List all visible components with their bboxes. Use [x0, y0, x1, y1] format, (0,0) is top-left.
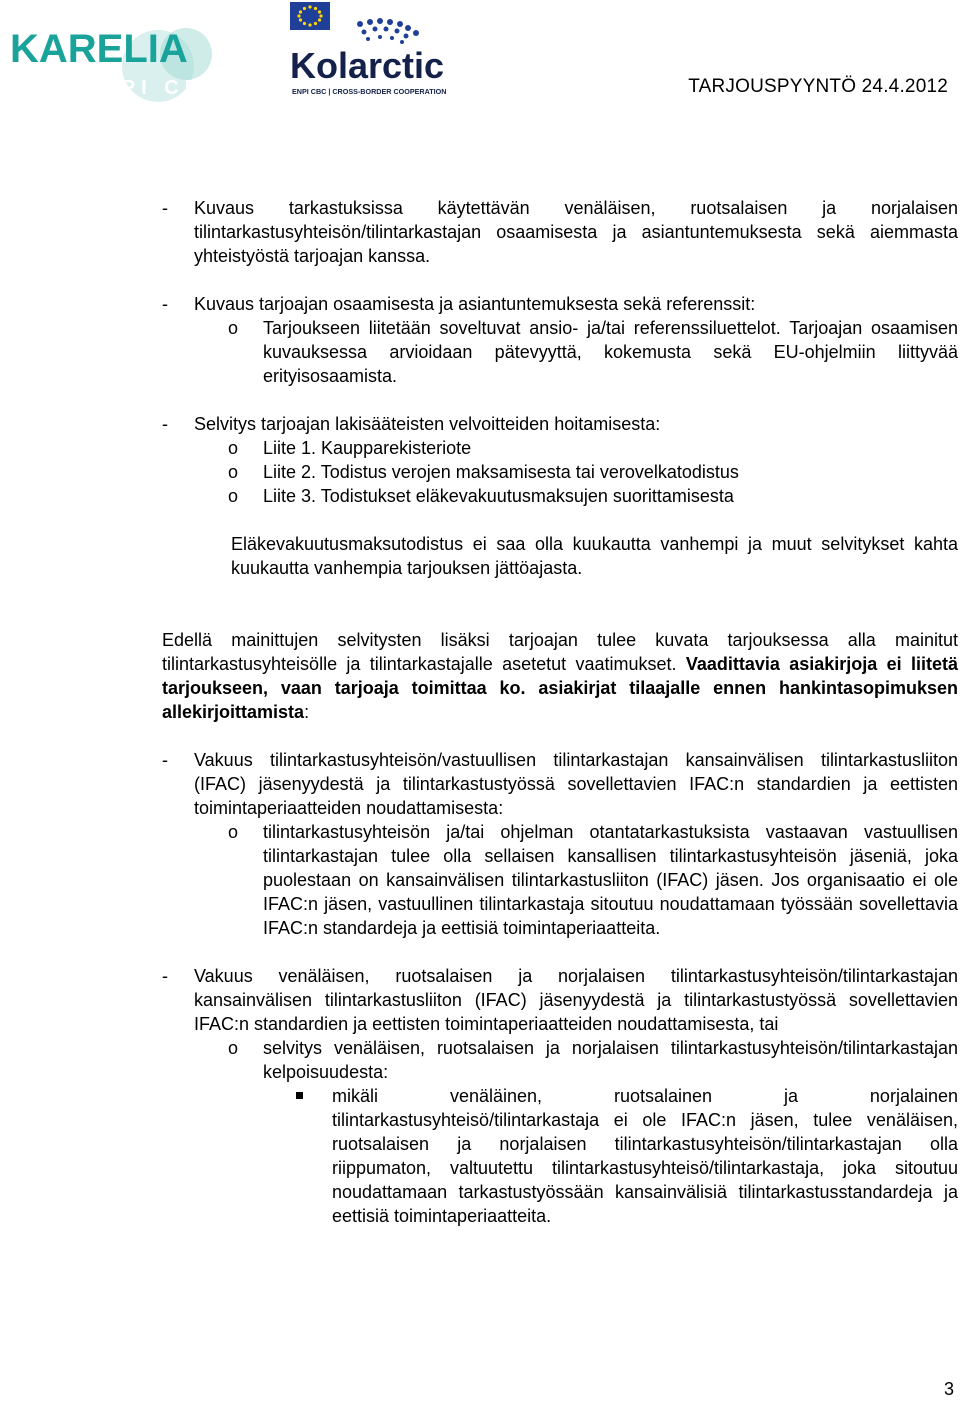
list-item	[162, 196, 958, 268]
circle-marker: o	[228, 822, 239, 842]
pension-note-paragraph: Eläkevakuutusmaksutodistus ei saa olla kuukautta vanhempi ja muut selvitykset kahta kuukautta vanhempia tarjouksen jättöajasta.	[231, 534, 958, 578]
dash-marker: -	[162, 294, 168, 314]
page-number: 3	[943, 1379, 954, 1399]
requirements-text: Edellä mainittujen selvitysten lisäksi tarjoajan tulee kuvata tarjouksessa alla mainitut tilintarkastusyhteisölle ja tilintarkastajalle asetetut vaatimukset.	[162, 630, 958, 674]
paragraph: Tarjoukseen liitetään soveltuvat ansio- ja/tai referenssiluettelot. Tarjoajan osaamisen kuvauksessa arvioidaan pätevyyttä, kokemusta sekä EU-ohjelmiin liittyvää erityisosaamista.	[263, 318, 958, 386]
sub-list-item	[162, 316, 958, 388]
karelia-logo-subtext: ENPI CBC	[82, 77, 223, 99]
sub-list-item	[162, 820, 958, 940]
requirements-paragraph	[162, 628, 958, 724]
list-item	[162, 412, 958, 436]
sub-list-item	[162, 484, 958, 508]
sub-list-item	[162, 1036, 958, 1084]
circle-marker: o	[228, 462, 239, 482]
sub-sub-list-item	[162, 1084, 958, 1228]
dash-marker: -	[162, 966, 168, 986]
circle-marker: o	[228, 318, 239, 338]
paragraph: Kuvaus tarjoajan osaamisesta ja asiantuntemuksesta sekä referenssit:	[194, 294, 756, 314]
kolarctic-logo	[288, 2, 478, 98]
paragraph: Vakuus tilintarkastusyhteisön/vastuullisen tilintarkastajan kansainvälisen tilintarkastusliiton (IFAC) jäsenyydestä ja tilintarkastustyössä sovellettavien IFAC:n standardien ja eettisten toimintaperiaatteiden noudattamisesta:	[194, 750, 958, 818]
document-header-title: TARJOUSPYYNTÖ 24.4.2012	[688, 76, 948, 97]
circle-marker: o	[228, 486, 239, 506]
karelia-enpi-cbc-logo	[8, 18, 223, 108]
list-item	[162, 748, 958, 820]
paragraph: Vakuus venäläisen, ruotsalaisen ja norjalaisen tilintarkastusyhteisön/tilintarkastajan kansainvälisen tilintarkastusliiton (IFAC) jäsenyydestä ja tilintarkastustyössä sovellettavien IFAC:n standardien ja eettisten toimintaperiaatteiden noudattamisesta, tai	[194, 966, 958, 1034]
paragraph: Selvitys tarjoajan lakisääteisten velvoitteiden hoitamisesta:	[194, 414, 661, 434]
attachment-item: Liite 3. Todistukset eläkevakuutusmaksujen suorittamisesta	[263, 486, 734, 506]
dash-marker: -	[162, 198, 168, 218]
kolarctic-logo-subtext: ENPI CBC | CROSS-BORDER COOPERATION	[292, 87, 447, 96]
list-item	[162, 292, 958, 316]
karelia-logo-text: KARELIA	[10, 27, 188, 71]
paragraph: selvitys venäläisen, ruotsalaisen ja norjalaisen tilintarkastusyhteisön/tilintarkastajan kelpoisuudesta:	[263, 1038, 958, 1082]
paragraph: mikäli venäläinen, ruotsalainen ja norjalainen tilintarkastusyhteisö/tilintarkastaja ei ole IFAC:n jäsen, tulee venäläisen, ruotsalaisen ja norjalaisen tilintarkastusyhteisön/tilintarkastajan olla riippumaton, valtuutettu tilintarkastusyhteisö/tilintarkastaja, joka sitoutuu noudattamaan tarkastustyössään kansainvälisiä tilintarkastusstandardeja ja eettisiä toimintaperiaatteita.	[332, 1086, 958, 1226]
list-item	[162, 964, 958, 1036]
circle-marker: o	[228, 438, 239, 458]
circle-marker: o	[228, 1038, 239, 1058]
square-bullet-icon	[296, 1092, 303, 1099]
attachment-item: Liite 1. Kaupparekisteriote	[263, 438, 472, 458]
sub-list-item	[162, 460, 958, 484]
kolarctic-logo-text: Kolarctic	[290, 45, 445, 86]
requirements-colon: :	[304, 702, 310, 722]
requirements-bold-text: Vaadittavia asiakirjoja ei liitetä tarjoukseen, vaan tarjoaja toimittaa ko. asiakirjat tilaajalle ennen hankintasopimuksen allekirjoittamista	[162, 654, 958, 722]
sub-list-item	[162, 436, 958, 460]
paragraph: Kuvaus tarkastuksissa käytettävän venäläisen, ruotsalaisen ja norjalaisen tilintarkastusyhteisön/tilintarkastajan osaamisesta ja asiantuntemuksesta sekä aiemmasta yhteistyöstä tarjoajan kanssa.	[194, 198, 958, 266]
attachment-item: Liite 2. Todistus verojen maksamisesta tai verovelkatodistus	[263, 462, 739, 482]
document-body	[162, 196, 958, 1228]
paragraph: tilintarkastusyhteisön ja/tai ohjelman otantatarkastuksista vastaavan vastuullisen tilintarkastajan tulee olla sellaisen kansallisen tilintarkastusyhteisön jäseniä, joka puolestaan on kansainvälisen tilintarkastusliiton (IFAC) jäsen. Jos organisaatio ei ole IFAC:n jäsen, vastuullinen tilintarkastaja sitoutuu noudattamaan työssään sovellettavia IFAC:n standardeja ja eettisiä toimintaperiaatteita.	[263, 822, 958, 938]
dash-marker: -	[162, 414, 168, 434]
dash-marker: -	[162, 750, 168, 770]
